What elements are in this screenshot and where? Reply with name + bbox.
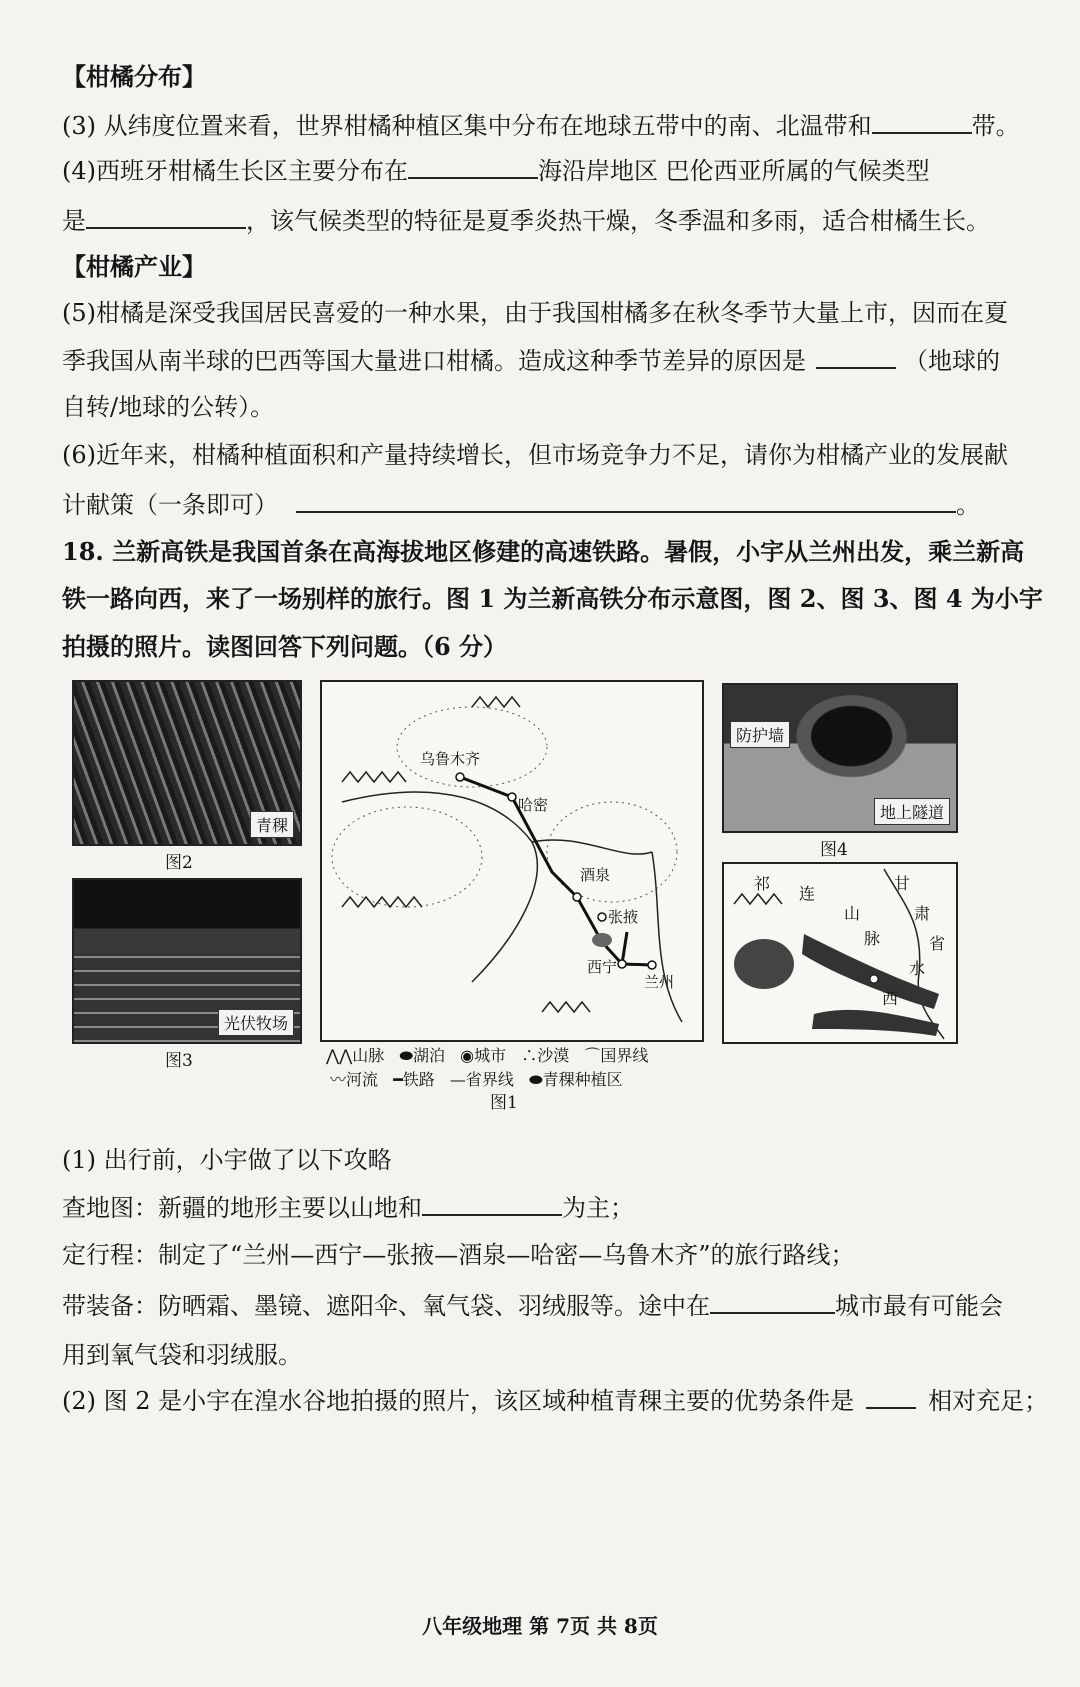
legend-railway: 铁路 <box>402 1070 435 1089</box>
question-18-1-gear-line-2: 用到氧气袋和羽绒服。 <box>62 1341 302 1369</box>
inset-label-qi: 祁 <box>754 874 771 893</box>
lake-qinghai <box>592 933 612 947</box>
inset-label-lian: 连 <box>799 884 816 903</box>
city-zhangye-marker <box>598 913 606 921</box>
question-6-text: 计献策（一条即可） <box>62 491 278 519</box>
inset-mountains <box>734 894 782 904</box>
city-xining-marker <box>618 960 626 968</box>
question-18-1-city-blank[interactable] <box>710 1288 835 1314</box>
question-18-1-gear <box>62 1288 1052 1323</box>
question-4-text-c: 是 <box>62 207 86 235</box>
label-xining: 西宁 <box>587 958 618 976</box>
question-4-blank-sea[interactable] <box>408 153 538 179</box>
legend-desert-symbol: ∴ <box>521 1046 538 1065</box>
question-18-1-route: 定行程：制定了“兰州—西宁—张掖—酒泉—哈密—乌鲁木齐”的旅行路线； <box>62 1241 855 1269</box>
question-18-1-map-tail: 为主； <box>562 1194 634 1222</box>
question-4-blank-climate[interactable] <box>86 203 246 229</box>
question-4-line-1 <box>62 153 1052 188</box>
legend-city-symbol: ◉ <box>460 1046 475 1065</box>
city-hami-marker <box>508 793 516 801</box>
figure-3-caption: 图3 <box>165 1051 193 1071</box>
inset-map-drawing <box>724 864 956 1042</box>
desert-junggar <box>397 707 547 787</box>
inset-label-shan: 山 <box>844 904 861 923</box>
legend-railway-symbol: ━ <box>393 1070 403 1089</box>
question-6-line-2 <box>62 487 1052 522</box>
inset-lake <box>734 939 794 989</box>
figure-4-caption: 图4 <box>820 840 848 860</box>
question-6-answer-blank[interactable] <box>296 487 956 513</box>
figure-1-caption: 图1 <box>490 1093 518 1113</box>
railway-branch <box>622 932 627 964</box>
legend-barley-symbol: ⬬ <box>528 1070 543 1089</box>
label-jiuquan: 酒泉 <box>580 866 611 884</box>
city-lanzhou-marker <box>648 961 656 969</box>
map-drawing <box>322 682 702 1040</box>
question-18-line-2: 铁一路向西，来了一场别样的旅行。图 1 为兰新高铁分布示意图，图 2、图 3、图 4 为小宇 <box>62 584 1043 613</box>
question-3-text: (3) 从纬度位置来看，世界柑橘种植区集中分布在地球五带中的南、北温带和 <box>62 112 872 140</box>
question-6-end: 。 <box>956 491 980 519</box>
question-18-2 <box>62 1383 1052 1418</box>
inset-barley-area-2 <box>812 1010 939 1036</box>
label-zhangye: 张掖 <box>608 908 639 926</box>
figure-2-barley-photo <box>72 680 302 846</box>
question-4-text-b: 海沿岸地区 巴伦西亚所属的气候类型 <box>538 157 930 185</box>
legend-national-border: 国界线 <box>600 1046 649 1065</box>
question-6-line-1: (6)近年来，柑橘种植面积和产量持续增长，但市场竞争力不足，请你为柑橘产业的发展献 <box>62 441 1008 469</box>
legend-row-2 <box>330 1067 623 1090</box>
section-heading-citrus-industry: 【柑橘产业】 <box>62 252 206 281</box>
question-18-2-text: (2) 图 2 是小宇在湟水谷地拍摄的照片，该区域种植青稞主要的优势条件是 <box>62 1387 855 1415</box>
desert-taklimakan <box>332 807 482 907</box>
inset-label-shui: 水 <box>909 959 926 978</box>
question-5-text-b: （地球的 <box>904 347 1000 375</box>
figure-1-map <box>320 680 704 1042</box>
question-4-text-d: ，该气候类型的特征是夏季炎热干燥，冬季温和多雨，适合柑橘生长。 <box>246 207 990 235</box>
inset-xining-marker <box>870 975 878 983</box>
question-5-answer-blank[interactable] <box>816 343 896 369</box>
city-urumqi-marker <box>456 773 464 781</box>
figure-2-caption: 图2 <box>165 853 193 873</box>
legend-city: 城市 <box>474 1046 507 1065</box>
section-heading-citrus-distribution: 【柑橘分布】 <box>62 62 206 91</box>
question-5-text-a: 季我国从南半球的巴西等国大量进口柑橘。造成这种季节差异的原因是 <box>62 347 806 375</box>
question-18-2-tail: 相对充足； <box>928 1387 1049 1415</box>
legend-row-1 <box>326 1043 648 1066</box>
figure-3-tag: 光伏牧场 <box>218 1009 294 1036</box>
question-18-2-blank[interactable] <box>866 1383 916 1409</box>
question-18-1-title: (1) 出行前，小宇做了以下攻略 <box>62 1146 392 1174</box>
question-5-line-3: 自转/地球的公转）。 <box>62 393 275 421</box>
legend-desert: 沙漠 <box>537 1046 570 1065</box>
legend-mountain: 山脉 <box>352 1046 385 1065</box>
question-18-1-map-text: 查地图：新疆的地形主要以山地和 <box>62 1194 422 1222</box>
legend-mountain-symbol: ⋀⋀ <box>326 1046 353 1065</box>
inset-province-border <box>884 869 944 1039</box>
inset-label-mai: 脉 <box>864 929 881 948</box>
figure-4-tag-tunnel: 地上隧道 <box>874 798 950 825</box>
city-jiuquan-marker <box>573 893 581 901</box>
legend-lake: 湖泊 <box>413 1046 446 1065</box>
question-5-line-1: (5)柑橘是深受我国居民喜爱的一种水果，由于我国柑橘多在秋冬季节大量上市，因而在夏 <box>62 299 1008 327</box>
legend-river: 河流 <box>346 1070 379 1089</box>
legend-province-symbol: — <box>449 1070 466 1089</box>
legend-border-symbol: ⌒ <box>584 1046 601 1065</box>
inset-map <box>722 862 958 1044</box>
lanxin-railway <box>460 777 652 965</box>
mountain-range-4 <box>542 1002 590 1012</box>
question-4-line-2 <box>62 203 1052 238</box>
mountain-range-2 <box>472 697 520 707</box>
question-5-line-2 <box>62 343 1052 378</box>
figure-2-tag: 青稞 <box>250 811 294 838</box>
inset-label-su: 肃 <box>914 904 931 923</box>
province-border <box>342 792 682 1022</box>
label-urumqi: 乌鲁木齐 <box>420 750 481 768</box>
legend-lake-symbol: ⬬ <box>399 1046 414 1065</box>
inset-label-xi: 西 <box>882 989 899 1008</box>
question-18-line-3: 拍摄的照片。读图回答下列问题。（6 分） <box>62 632 508 661</box>
question-4-text-a: (4)西班牙柑橘生长区主要分布在 <box>62 157 408 185</box>
page-footer: 八年级地理 第 7页 共 8页 <box>422 1614 658 1638</box>
question-18-1-terrain-blank[interactable] <box>422 1190 562 1216</box>
question-3 <box>62 108 1052 143</box>
legend-river-symbol: 〰 <box>330 1070 347 1089</box>
label-lanzhou: 兰州 <box>644 973 675 991</box>
legend-province-border: 省界线 <box>465 1070 514 1089</box>
question-3-tail: 带。 <box>971 112 1020 140</box>
figure-4-tunnel-photo <box>722 683 958 833</box>
figure-3-solar-pasture-photo <box>72 878 302 1044</box>
inset-label-sheng: 省 <box>929 934 946 953</box>
label-hami: 哈密 <box>518 796 549 814</box>
question-18-line-1: 18. 兰新高铁是我国首条在高海拔地区修建的高速铁路。暑假，小宇从兰州出发，乘兰新高 <box>62 537 1025 566</box>
question-18-1-gear-tail: 城市最有可能会 <box>835 1292 1003 1320</box>
inset-label-gan: 甘 <box>894 874 911 893</box>
question-18-1-map <box>62 1190 1052 1225</box>
mountain-range-3 <box>342 897 422 907</box>
mountain-range-1 <box>342 772 406 782</box>
legend-barley-area: 青稞种植区 <box>542 1070 623 1089</box>
question-18-1-gear-text: 带装备：防晒霜、墨镜、遮阳伞、氧气袋、羽绒服等。途中在 <box>62 1292 710 1320</box>
figure-4-tag-wall: 防护墙 <box>730 721 790 748</box>
question-3-answer-blank[interactable] <box>872 108 972 134</box>
